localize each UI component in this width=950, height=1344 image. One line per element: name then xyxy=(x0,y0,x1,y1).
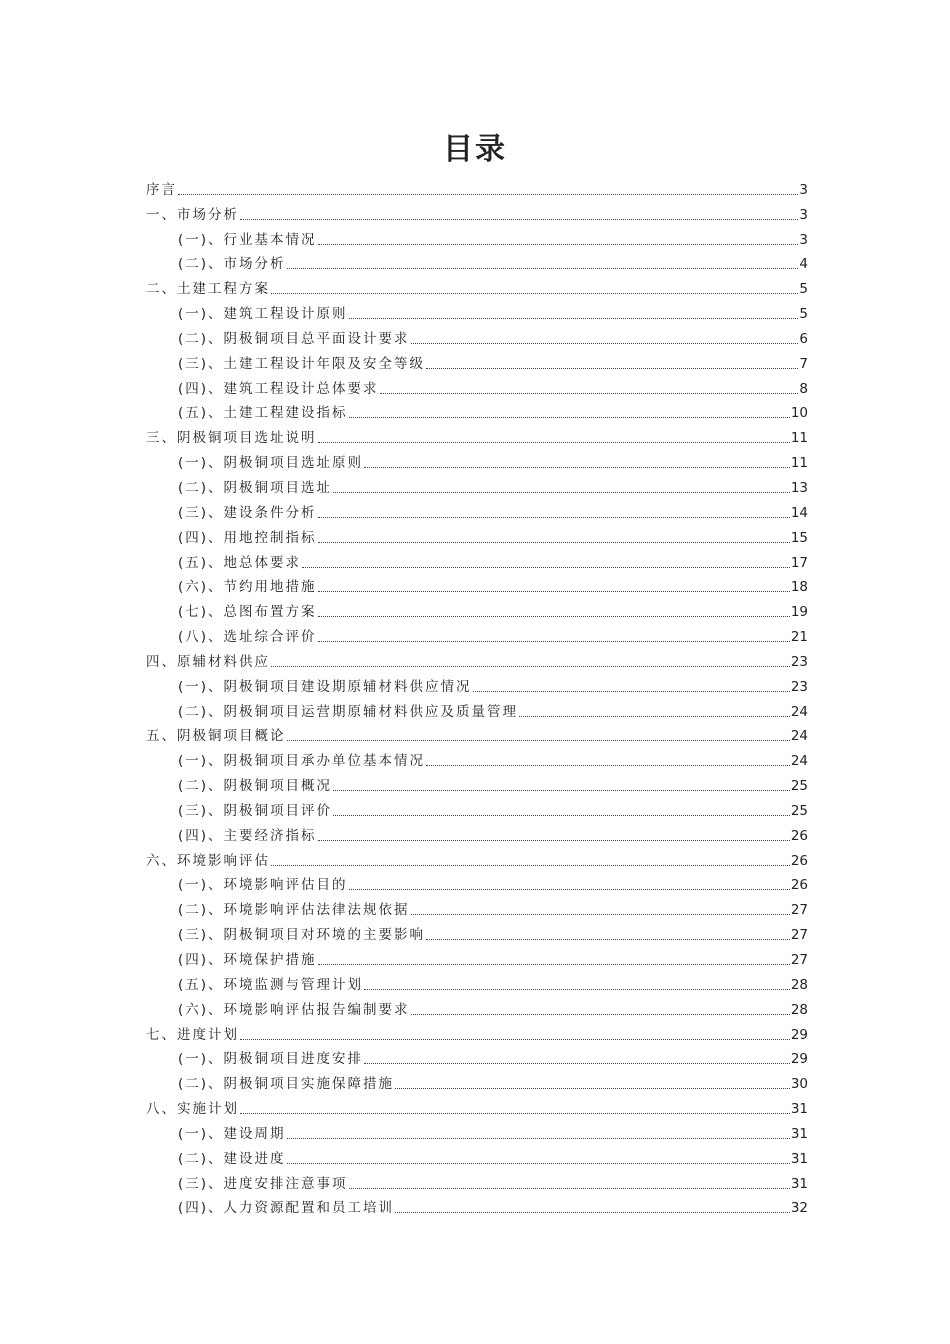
toc-entry-label: (二)、市场分析 xyxy=(178,256,286,273)
toc-entry[interactable] xyxy=(146,770,808,795)
toc-entry-label: 五、阴极铜项目概论 xyxy=(146,728,286,745)
toc-entry-page-number: 31 xyxy=(790,1125,808,1142)
toc-entry-label: (六)、环境影响评估报告编制要求 xyxy=(178,1001,410,1018)
toc-entry-page-number: 7 xyxy=(799,355,808,372)
toc-entry-label: (五)、地总体要求 xyxy=(178,554,302,571)
toc-entry-label: 二、土建工程方案 xyxy=(146,281,270,298)
toc-entry-label: 三、阴极铜项目选址说明 xyxy=(146,430,317,447)
toc-entry-page-number: 30 xyxy=(790,1076,808,1093)
toc-dot-leader xyxy=(411,1014,790,1015)
toc-dot-leader xyxy=(318,442,790,443)
toc-dot-leader xyxy=(318,964,790,965)
toc-entry-page-number: 26 xyxy=(790,852,808,869)
toc-entry[interactable] xyxy=(146,422,808,447)
toc-entry[interactable] xyxy=(146,1044,808,1069)
toc-entry[interactable] xyxy=(146,646,808,671)
toc-dot-leader xyxy=(302,567,790,568)
toc-dot-leader xyxy=(333,790,790,791)
toc-dot-leader xyxy=(349,318,799,319)
toc-entry-page-number: 29 xyxy=(790,1051,808,1068)
toc-dot-leader xyxy=(318,641,790,642)
toc-entry-page-number: 25 xyxy=(790,778,808,795)
toc-entry[interactable] xyxy=(146,1118,808,1143)
toc-entry-page-number: 26 xyxy=(790,827,808,844)
toc-dot-leader xyxy=(364,989,790,990)
toc-dot-leader xyxy=(318,840,790,841)
toc-entry-page-number: 28 xyxy=(790,976,808,993)
toc-entry-page-number: 3 xyxy=(799,181,808,198)
toc-dot-leader xyxy=(473,691,790,692)
toc-entry[interactable] xyxy=(146,348,808,373)
toc-entry-page-number: 29 xyxy=(790,1026,808,1043)
toc-dot-leader xyxy=(364,1063,790,1064)
toc-entry-page-number: 21 xyxy=(790,629,808,646)
toc-dot-leader xyxy=(395,1088,790,1089)
toc-dot-leader xyxy=(287,1138,790,1139)
toc-entry-label: (二)、阴极铜项目选址 xyxy=(178,479,333,496)
toc-entry-page-number: 14 xyxy=(790,504,808,521)
toc-dot-leader xyxy=(318,244,799,245)
toc-entry[interactable] xyxy=(146,273,808,298)
toc-entry-label: 一、市场分析 xyxy=(146,206,239,223)
toc-dot-leader xyxy=(240,1113,790,1114)
toc-entry-label: (一)、建设周期 xyxy=(178,1125,286,1142)
toc-entry-label: 七、进度计划 xyxy=(146,1026,239,1043)
toc-entry-page-number: 5 xyxy=(799,281,808,298)
toc-dot-leader xyxy=(318,542,790,543)
toc-dot-leader xyxy=(287,1163,790,1164)
toc-entry-page-number: 15 xyxy=(790,529,808,546)
toc-entry-label: (二)、阴极铜项目总平面设计要求 xyxy=(178,330,410,347)
toc-entry-page-number: 26 xyxy=(790,877,808,894)
toc-entry[interactable] xyxy=(146,721,808,746)
toc-entry-label: (一)、阴极铜项目进度安排 xyxy=(178,1051,364,1068)
toc-entry-label: (二)、建设进度 xyxy=(178,1150,286,1167)
toc-entry-label: (一)、环境影响评估目的 xyxy=(178,877,348,894)
toc-entry-label: 四、原辅材料供应 xyxy=(146,653,270,670)
toc-entry[interactable] xyxy=(146,870,808,895)
toc-entry[interactable] xyxy=(146,547,808,572)
toc-dot-leader xyxy=(380,393,799,394)
toc-entry[interactable] xyxy=(146,323,808,348)
toc-entry-label: 八、实施计划 xyxy=(146,1101,239,1118)
toc-entry[interactable] xyxy=(146,1019,808,1044)
toc-dot-leader xyxy=(426,765,790,766)
toc-entry-label: (五)、环境监测与管理计划 xyxy=(178,976,364,993)
toc-entry-label: (二)、阴极铜项目概况 xyxy=(178,778,333,795)
toc-dot-leader xyxy=(318,616,790,617)
toc-entry-page-number: 27 xyxy=(790,927,808,944)
toc-entry-page-number: 11 xyxy=(790,430,808,447)
toc-entry-page-number: 10 xyxy=(790,405,808,422)
toc-entry-label: (一)、建筑工程设计原则 xyxy=(178,306,348,323)
toc-entry-page-number: 4 xyxy=(799,256,808,273)
toc-entry[interactable] xyxy=(146,572,808,597)
toc-entry-page-number: 24 xyxy=(790,753,808,770)
toc-entry-label: (一)、行业基本情况 xyxy=(178,231,317,248)
toc-entry[interactable] xyxy=(146,224,808,249)
toc-entry[interactable] xyxy=(146,1068,808,1093)
toc-entry-page-number: 23 xyxy=(790,653,808,670)
toc-entry[interactable] xyxy=(146,1168,808,1193)
toc-dot-leader xyxy=(349,889,790,890)
toc-entry-page-number: 28 xyxy=(790,1001,808,1018)
toc-dot-leader xyxy=(240,219,798,220)
toc-entry-page-number: 24 xyxy=(790,703,808,720)
toc-entry-label: (七)、总图布置方案 xyxy=(178,604,317,621)
toc-entry[interactable] xyxy=(146,671,808,696)
toc-entry-label: (一)、阴极铜项目建设期原辅材料供应情况 xyxy=(178,678,472,695)
toc-entry-page-number: 3 xyxy=(799,206,808,223)
toc-dot-leader xyxy=(318,591,790,592)
toc-dot-leader xyxy=(364,467,790,468)
toc-entry[interactable] xyxy=(146,596,808,621)
toc-dot-leader xyxy=(519,716,790,717)
toc-dot-leader xyxy=(287,268,799,269)
toc-entry-label: (一)、阴极铜项目选址原则 xyxy=(178,455,364,472)
toc-entry-page-number: 31 xyxy=(790,1101,808,1118)
toc-entry[interactable] xyxy=(146,795,808,820)
toc-dot-leader xyxy=(240,1039,790,1040)
toc-dot-leader xyxy=(411,914,790,915)
toc-entry-page-number: 19 xyxy=(790,604,808,621)
toc-entry-label: (三)、建设条件分析 xyxy=(178,504,317,521)
toc-entry[interactable] xyxy=(146,745,808,770)
toc-entry[interactable] xyxy=(146,894,808,919)
toc-entry[interactable] xyxy=(146,621,808,646)
toc-entry-label: (二)、环境影响评估法律法规依据 xyxy=(178,902,410,919)
toc-entry-page-number: 13 xyxy=(790,479,808,496)
toc-entry-label: (一)、阴极铜项目承办单位基本情况 xyxy=(178,753,426,770)
toc-entry-label: (二)、阴极铜项目实施保障措施 xyxy=(178,1076,395,1093)
toc-entry-label: (四)、用地控制指标 xyxy=(178,529,317,546)
toc-entry-page-number: 6 xyxy=(799,330,808,347)
toc-entry-label: (三)、阴极铜项目评价 xyxy=(178,802,333,819)
toc-entry[interactable] xyxy=(146,497,808,522)
toc-entry-page-number: 3 xyxy=(799,231,808,248)
toc-dot-leader xyxy=(349,1188,790,1189)
toc-entry[interactable] xyxy=(146,522,808,547)
toc-entry[interactable] xyxy=(146,373,808,398)
toc-dot-leader xyxy=(426,368,798,369)
toc-entry[interactable] xyxy=(146,398,808,423)
table-of-contents xyxy=(146,174,808,1217)
toc-entry-page-number: 32 xyxy=(790,1200,808,1217)
toc-entry[interactable] xyxy=(146,1093,808,1118)
toc-entry-page-number: 27 xyxy=(790,902,808,919)
toc-entry-label: 序言 xyxy=(146,181,177,198)
toc-entry-page-number: 18 xyxy=(790,579,808,596)
toc-entry[interactable] xyxy=(146,249,808,274)
toc-entry[interactable] xyxy=(146,994,808,1019)
toc-entry-label: (八)、选址综合评价 xyxy=(178,629,317,646)
toc-dot-leader xyxy=(287,740,790,741)
toc-entry-page-number: 25 xyxy=(790,802,808,819)
toc-entry[interactable] xyxy=(146,199,808,224)
toc-entry[interactable] xyxy=(146,944,808,969)
toc-entry-label: (二)、阴极铜项目运营期原辅材料供应及质量管理 xyxy=(178,703,519,720)
toc-entry-label: (三)、土建工程设计年限及安全等级 xyxy=(178,355,426,372)
toc-entry-page-number: 8 xyxy=(799,380,808,397)
toc-entry-label: (四)、主要经济指标 xyxy=(178,827,317,844)
toc-entry-label: (六)、节约用地措施 xyxy=(178,579,317,596)
toc-entry-page-number: 24 xyxy=(790,728,808,745)
toc-entry[interactable] xyxy=(146,174,808,199)
toc-entry-label: (四)、建筑工程设计总体要求 xyxy=(178,380,379,397)
toc-entry[interactable] xyxy=(146,447,808,472)
toc-dot-leader xyxy=(271,293,798,294)
toc-dot-leader xyxy=(318,517,790,518)
toc-entry-page-number: 27 xyxy=(790,952,808,968)
toc-entry-label: (三)、阴极铜项目对环境的主要影响 xyxy=(178,927,426,944)
toc-entry-page-number: 31 xyxy=(790,1175,808,1192)
toc-entry-page-number: 31 xyxy=(790,1150,808,1167)
toc-dot-leader xyxy=(395,1212,790,1213)
toc-entry[interactable] xyxy=(146,969,808,994)
page-title: 目录 xyxy=(443,132,507,167)
toc-entry-label: (三)、进度安排注意事项 xyxy=(178,1175,348,1192)
toc-dot-leader xyxy=(271,865,790,866)
toc-entry-label: 六、环境影响评估 xyxy=(146,852,270,869)
toc-entry[interactable] xyxy=(146,820,808,845)
toc-entry-page-number: 23 xyxy=(790,678,808,695)
toc-entry[interactable] xyxy=(146,472,808,497)
toc-entry[interactable] xyxy=(146,919,808,944)
toc-dot-leader xyxy=(333,492,790,493)
toc-entry-label: (四)、人力资源配置和员工培训 xyxy=(178,1200,395,1217)
toc-entry-page-number: 17 xyxy=(790,554,808,571)
toc-entry[interactable] xyxy=(146,1193,808,1218)
toc-entry[interactable] xyxy=(146,298,808,323)
toc-dot-leader xyxy=(271,666,790,667)
toc-entry[interactable] xyxy=(146,845,808,870)
toc-dot-leader xyxy=(411,343,799,344)
toc-entry-label: (四)、环境保护措施 xyxy=(178,952,317,968)
toc-entry[interactable] xyxy=(146,1143,808,1168)
toc-entry[interactable] xyxy=(146,696,808,721)
toc-entry-page-number: 5 xyxy=(799,306,808,323)
toc-dot-leader xyxy=(349,417,790,418)
toc-entry-page-number: 11 xyxy=(790,455,808,472)
toc-dot-leader xyxy=(333,815,790,816)
toc-dot-leader xyxy=(178,194,798,195)
toc-entry-label: (五)、土建工程建设指标 xyxy=(178,405,348,422)
toc-dot-leader xyxy=(426,939,790,940)
